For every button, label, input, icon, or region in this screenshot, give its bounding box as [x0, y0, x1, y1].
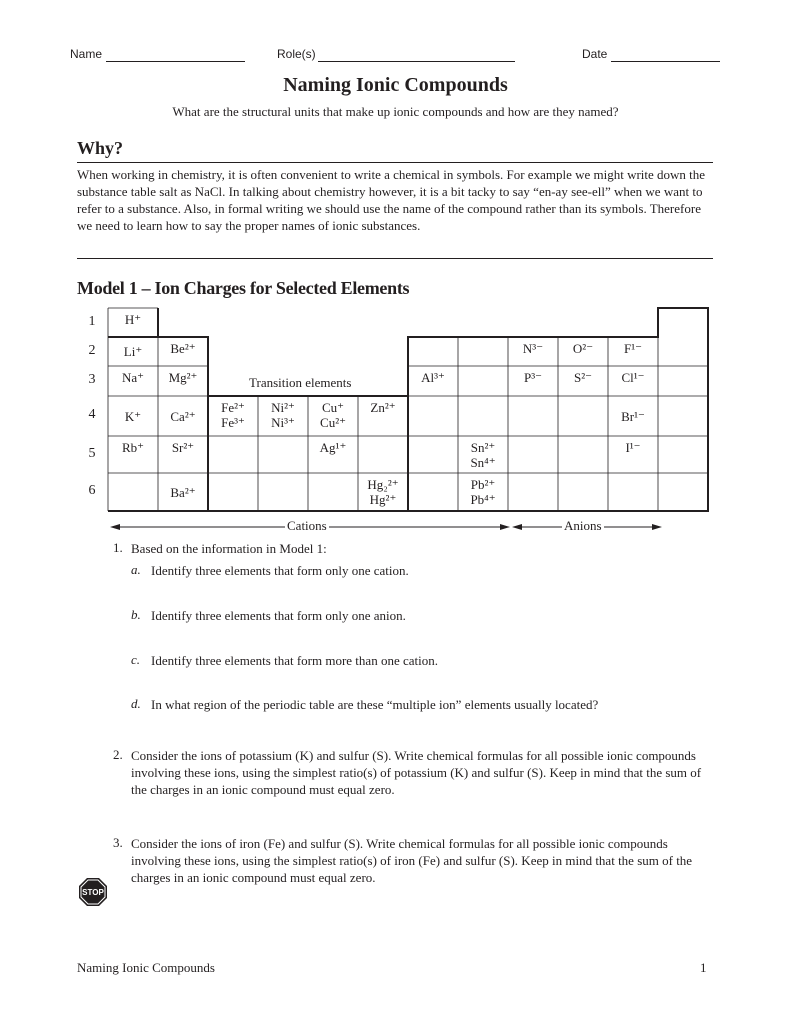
role-label: Role(s) [277, 47, 316, 61]
element-cell-rb [108, 440, 158, 455]
q1-text: Based on the information in Model 1: [131, 541, 327, 556]
ion-symbol: I¹⁻ [625, 440, 641, 455]
anions-label: Anions [564, 518, 602, 533]
element-cell-ni [258, 400, 308, 430]
why-paragraph: When working in chemistry, it is often convenient to write a chemical in symbols. For example we might write down the substance table salt as NaCl. In talking about chemistry however, it is a bit tacky to say “en-ay see-ell” when we want to refer to a substance. Also, in formal writing we should use the name of the compound rather than its symbols. Therefore we need to learn how to say the proper names of ionic substances. [77, 167, 706, 233]
element-cell-ba [158, 485, 208, 500]
why-heading: Why? [77, 138, 124, 158]
ion-symbol: Sr²⁺ [171, 440, 195, 455]
element-cell-ca [158, 409, 208, 424]
ion-symbol: Pb⁴⁺ [470, 492, 496, 507]
ion-symbol: Hg²⁺ [369, 492, 397, 507]
ion-symbol: S²⁻ [574, 370, 592, 385]
page-subtitle: What are the structural units that make up ionic compounds and how are they named? [172, 104, 619, 119]
row-number: 4 [88, 407, 96, 422]
ion-symbol: Hg₂²⁺ [367, 477, 399, 492]
q1c-text: Identify three elements that form more than one cation. [151, 653, 438, 668]
ion-symbol: Sn²⁺ [470, 440, 496, 455]
ion-symbol: Na⁺ [121, 370, 145, 385]
ion-symbol: Ba²⁺ [170, 484, 196, 500]
element-cell-ag [308, 440, 358, 455]
ion-symbol: Al³⁺ [421, 370, 445, 385]
name-label: Name [70, 47, 103, 61]
q3-text: Consider the ions of iron (Fe) and sulfur (S). Write chemical formulas for all possible ionic compounds involving these ions, using the simplest ratio(s) of iron (Fe) and sulfur (S). Keep in mind that the sum of the charges in an ionic compound must equal zero. [131, 836, 693, 885]
ion-symbol: K⁺ [124, 408, 142, 424]
cation-anion-arrows [0, 518, 791, 538]
q1a-text: Identify three elements that form only one cation. [151, 563, 409, 578]
page-title: Naming Ionic Compounds [283, 74, 508, 96]
stop-sign-icon [78, 877, 108, 907]
q3-number: 3. [113, 835, 123, 850]
ion-symbol: F¹⁻ [624, 341, 642, 356]
ion-symbol: Pb²⁺ [470, 477, 496, 492]
q1b-text: Identify three elements that form only one anion. [151, 608, 406, 623]
q2-number: 2. [113, 747, 123, 762]
ion-symbol: Be²⁺ [170, 341, 196, 356]
element-cell-mg [158, 370, 208, 385]
transition-elements-label: Transition elements [249, 375, 352, 390]
q1d-text: In what region of the periodic table are these “multiple ion” elements usually located? [151, 697, 599, 712]
ion-symbol: N³⁻ [522, 341, 544, 356]
element-cell-cl [608, 370, 658, 385]
element-cell-s [558, 370, 608, 385]
element-cell-o [558, 341, 608, 356]
q1c-letter: c. [131, 652, 141, 667]
ion-symbol: H⁺ [124, 312, 142, 327]
ion-symbol: Ni³⁺ [271, 415, 295, 430]
ion-symbol: Cu²⁺ [320, 415, 346, 430]
element-cell-sn [458, 440, 508, 470]
ion-symbol: Fe²⁺ [221, 400, 245, 415]
date-label: Date [582, 47, 608, 61]
ion-symbol: P³⁻ [524, 370, 542, 385]
ion-symbol: Ni²⁺ [271, 400, 295, 415]
element-cell-p [508, 370, 558, 385]
row-number: 2 [88, 342, 96, 358]
element-cell-al [408, 370, 458, 385]
ion-symbol: Fe³⁺ [221, 415, 245, 430]
ion-symbol: Br¹⁻ [621, 408, 645, 424]
ion-symbol: Li⁺ [123, 344, 143, 359]
element-cell-zn [358, 400, 408, 415]
cations-label: Cations [287, 518, 327, 533]
row-number: 5 [88, 445, 96, 461]
ion-symbol: Mg²⁺ [168, 370, 198, 385]
element-cell-n [508, 341, 558, 356]
ion-symbol: Cl¹⁻ [621, 370, 645, 385]
element-cell-be [158, 341, 208, 356]
ion-symbol: Sn⁴⁺ [470, 455, 496, 470]
row-number: 6 [88, 483, 96, 498]
element-cell-cu [308, 400, 358, 430]
element-cell-fe [208, 400, 258, 430]
q1a-letter: a. [131, 562, 141, 577]
ion-symbol: Rb⁺ [121, 440, 145, 455]
element-cell-br [608, 409, 658, 424]
ion-symbol: Zn²⁺ [370, 400, 396, 415]
model-heading: Model 1 – Ion Charges for Selected Elements [77, 278, 410, 298]
ion-symbol: Cu⁺ [321, 400, 345, 415]
row-number: 1 [88, 313, 96, 329]
element-cell-k [108, 409, 158, 424]
footer-title: Naming Ionic Compounds [77, 960, 215, 975]
q1b-letter: b. [131, 607, 141, 622]
ion-symbol: O²⁻ [572, 341, 594, 356]
element-cell-h [108, 312, 158, 327]
ion-symbol: Ca²⁺ [170, 408, 196, 424]
page-number: 1 [700, 960, 707, 975]
element-cell-pb [458, 477, 508, 507]
element-cell-i [608, 440, 658, 455]
element-cell-hg [358, 477, 408, 507]
q2-text: Consider the ions of potassium (K) and sulfur (S). Write chemical formulas for all possible ionic compounds involving these ions, using the simplest ratio(s) of potassium (K) and sulfur (S). Keep in mind that the sum of the charges in an ionic compound must equal zero. [131, 748, 702, 797]
element-cell-f [608, 341, 658, 356]
element-cell-li [108, 344, 158, 359]
q1-number: 1. [113, 540, 123, 555]
q1d-letter: d. [131, 696, 141, 711]
stop-sign-text: STOP [82, 888, 104, 897]
element-cell-sr [158, 440, 208, 455]
ion-symbol: Ag¹⁺ [319, 440, 347, 455]
row-number: 3 [88, 372, 96, 387]
element-cell-na [108, 370, 158, 385]
